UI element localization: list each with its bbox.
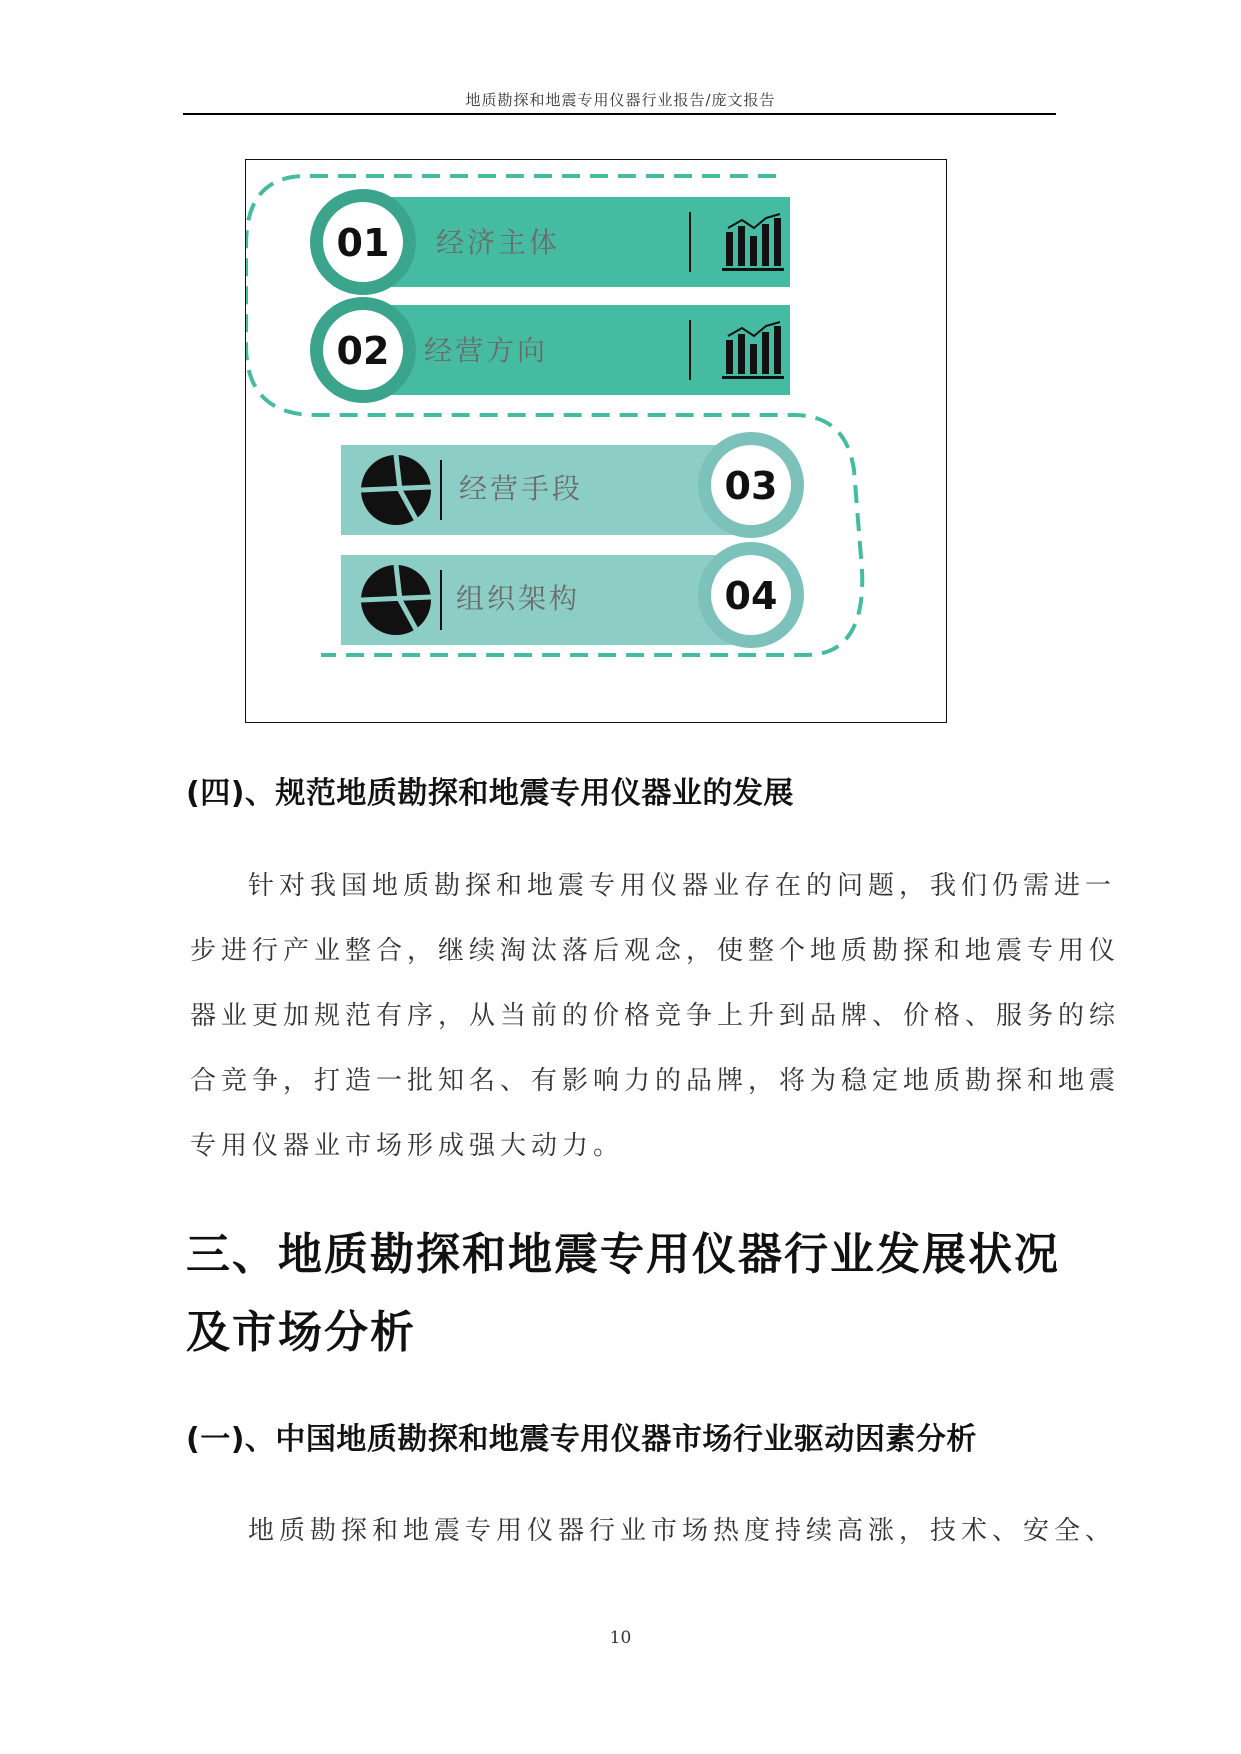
paragraph-line: 专用仪器业市场形成强大动力。: [190, 1131, 625, 1161]
step-number: 03: [724, 464, 778, 508]
section-4-paragraph: [190, 854, 1121, 1179]
step-number: 04: [724, 574, 778, 618]
running-header: 地质勘探和地震专用仪器行业报告/庞文报告: [465, 91, 776, 109]
paragraph-line: 器业更加规范有序，从当前的价格竞争上升到品牌、价格、服务的综: [190, 1001, 1121, 1031]
step-item-4: [341, 542, 804, 648]
pie-chart-icon: [361, 565, 431, 635]
step-label: 组织架构: [456, 582, 581, 615]
paragraph-line: 步进行产业整合，继续淘汰落后观念，使整个地质勘探和地震专用仪: [190, 936, 1121, 966]
paragraph-line: 合竞争，打造一批知名、有影响力的品牌，将为稳定地质勘探和地震: [190, 1066, 1121, 1096]
chapter-heading: [186, 1216, 1060, 1372]
section-1-paragraph: [190, 1499, 1117, 1564]
chapter-heading-line: 及市场分析: [186, 1307, 416, 1358]
divider: [689, 212, 691, 272]
step-number: 02: [336, 329, 390, 373]
header-rule: [183, 113, 1056, 115]
process-infographic: [245, 159, 947, 723]
divider: [440, 460, 442, 520]
step-label: 经营手段: [459, 472, 584, 505]
page-number: 10: [609, 1628, 632, 1648]
pie-chart-icon: [361, 455, 431, 525]
section-heading-4: (四)、规范地质勘探和地震专用仪器业的发展: [186, 776, 794, 811]
divider: [440, 570, 442, 630]
step-item-1: [310, 189, 790, 295]
step-label: 经济主体: [436, 226, 561, 259]
chapter-heading-line: 三、地质勘探和地震专用仪器行业发展状况: [186, 1229, 1060, 1280]
step-item-3: [341, 432, 804, 538]
divider: [689, 320, 691, 380]
step-item-2: [310, 297, 790, 403]
step-label: 经营方向: [424, 334, 549, 367]
section-heading-1: (一)、中国地质勘探和地震专用仪器市场行业驱动因素分析: [186, 1422, 977, 1457]
paragraph-line: 地质勘探和地震专用仪器行业市场热度持续高涨，技术、安全、: [248, 1516, 1117, 1546]
step-number: 01: [336, 221, 390, 265]
paragraph-line: 针对我国地质勘探和地震专用仪器业存在的问题，我们仍需进一: [248, 871, 1117, 901]
